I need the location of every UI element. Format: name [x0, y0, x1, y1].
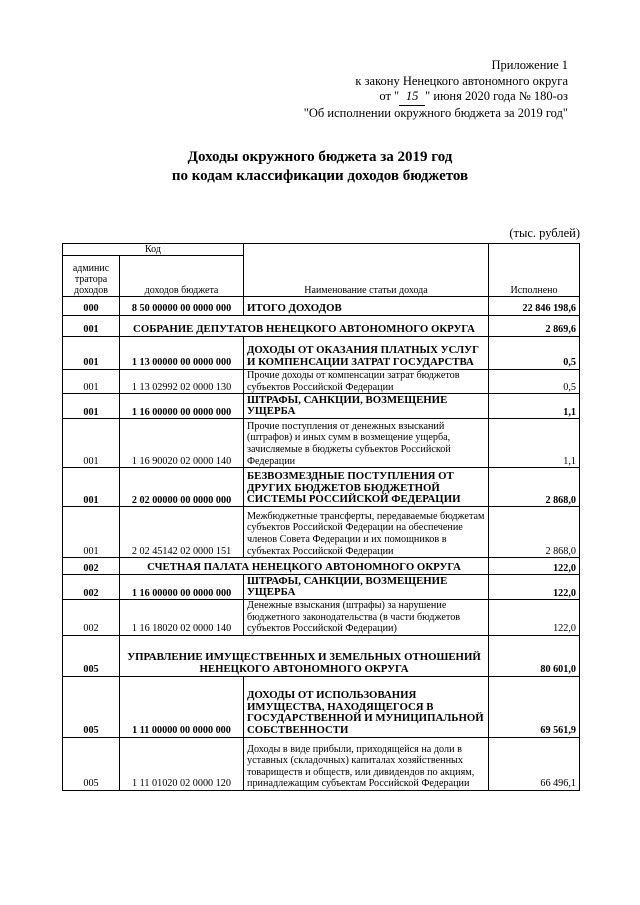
executed-value-cell: 1,1: [489, 419, 580, 468]
income-code-cell: 1 13 00000 00 0000 000: [120, 337, 244, 370]
income-code-cell: 8 50 00000 00 0000 000: [120, 297, 244, 316]
header-executed: Исполнено: [489, 244, 580, 297]
income-code-cell: 1 13 02992 02 0000 130: [120, 370, 244, 394]
income-name-cell: ДОХОДЫ ОТ ОКАЗАНИЯ ПЛАТНЫХ УСЛУГ И КОМПЕНСАЦИИ ЗАТРАТ ГОСУДАРСТВА: [244, 337, 489, 370]
admin-code-cell: 005: [63, 737, 120, 790]
income-code-cell: 2 02 00000 00 0000 000: [120, 468, 244, 507]
admin-code-cell: 002: [63, 558, 120, 575]
table-row: [63, 297, 580, 316]
admin-code-cell: 005: [63, 676, 120, 737]
handwritten-day: 15: [399, 89, 425, 106]
admin-code-cell: 001: [63, 394, 120, 419]
header-code: Код: [63, 244, 244, 256]
income-code-cell: 1 16 18020 02 0000 140: [120, 600, 244, 636]
title-line-2: по кодам классификации доходов бюджетов: [171, 167, 469, 184]
income-code-cell: 1 16 00000 00 0000 000: [120, 575, 244, 600]
executed-value-cell: 2 868,0: [489, 468, 580, 507]
executed-value-cell: 69 561,9: [489, 676, 580, 737]
executed-value-cell: 2 868,0: [489, 507, 580, 558]
appendix-header: [304, 58, 568, 121]
table-row: [63, 337, 580, 370]
date-suffix: " июня 2020 года № 180-оз: [425, 89, 568, 103]
header-name: Наименование статьи дохода: [244, 244, 489, 297]
admin-code-cell: 001: [63, 316, 120, 337]
table-header-row-1: [63, 244, 580, 256]
income-name-cell: СЧЕТНАЯ ПАЛАТА НЕНЕЦКОГО АВТОНОМНОГО ОКРУГА: [120, 558, 489, 575]
appendix-line-4: "Об исполнении окружного бюджета за 2019 год": [303, 105, 568, 120]
table-row: [63, 600, 580, 636]
admin-code-cell: 002: [63, 575, 120, 600]
table-row: [63, 468, 580, 507]
income-name-cell: Прочие поступления от денежных взысканий (штрафов) и иных сумм в возмещение ущерба, зачисляемые в бюджеты субъектов Российской Федерации: [244, 419, 489, 468]
income-code-cell: 1 11 01020 02 0000 120: [120, 737, 244, 790]
income-name-cell: БЕЗВОЗМЕЗДНЫЕ ПОСТУПЛЕНИЯ ОТ ДРУГИХ БЮДЖЕТОВ БЮДЖЕТНОЙ СИСТЕМЫ РОССИЙСКОЙ ФЕДЕРАЦИИ: [244, 468, 489, 507]
table-row: [63, 635, 580, 676]
executed-value-cell: 2 869,6: [489, 316, 580, 337]
executed-value-cell: 122,0: [489, 600, 580, 636]
table-row: [63, 558, 580, 575]
admin-code-cell: 000: [63, 297, 120, 316]
header-admin: админис тратора доходов: [63, 256, 120, 297]
income-name-cell: Доходы в виде прибыли, приходящейся на доли в уставных (складочных) капиталах хозяйственных товариществ и обществ, или дивидендов по акциям, принадлежащим субъектам Российской Федерации: [244, 737, 489, 790]
admin-code-cell: 001: [63, 370, 120, 394]
income-name-cell: УПРАВЛЕНИЕ ИМУЩЕСТВЕННЫХ И ЗЕМЕЛЬНЫХ ОТНОШЕНИЙ НЕНЕЦКОГО АВТОНОМНОГО ОКРУГА: [120, 635, 489, 676]
admin-code-cell: 001: [63, 507, 120, 558]
appendix-line-2: к закону Ненецкого автономного округа: [355, 73, 568, 88]
income-name-cell: Межбюджетные трансферты, передаваемые бюджетам субъектов Российской Федерации на обеспечение членов Совета Федерации и их помощников в субъектах Российской Федерации: [244, 507, 489, 558]
appendix-line-3: [304, 89, 568, 106]
income-code-cell: 1 11 00000 00 0000 000: [120, 676, 244, 737]
income-code-cell: 2 02 45142 02 0000 151: [120, 507, 244, 558]
table-row: [63, 676, 580, 737]
income-name-cell: ШТРАФЫ, САНКЦИИ, ВОЗМЕЩЕНИЕ УЩЕРБА: [244, 394, 489, 419]
title-line-1: Доходы окружного бюджета за 2019 год: [187, 149, 453, 165]
income-table: [62, 243, 580, 791]
executed-value-cell: 0,5: [489, 337, 580, 370]
executed-value-cell: 80 601,0: [489, 635, 580, 676]
executed-value-cell: 66 496,1: [489, 737, 580, 790]
executed-value-cell: 1,1: [489, 394, 580, 419]
units-label: (тыс. рублей): [509, 226, 580, 240]
document-title: [0, 148, 640, 185]
table-row: [63, 507, 580, 558]
executed-value-cell: 122,0: [489, 558, 580, 575]
table-row: [63, 316, 580, 337]
admin-code-cell: 001: [63, 468, 120, 507]
date-prefix: от ": [379, 89, 400, 103]
table-row: [63, 419, 580, 468]
income-name-cell: СОБРАНИЕ ДЕПУТАТОВ НЕНЕЦКОГО АВТОНОМНОГО ОКРУГА: [120, 316, 489, 337]
income-name-cell: ШТРАФЫ, САНКЦИИ, ВОЗМЕЩЕНИЕ УЩЕРБА: [244, 575, 489, 600]
income-name-cell: Денежные взыскания (штрафы) за нарушение бюджетного законодательства (в части бюджетов субъектов Российской Федерации): [244, 600, 489, 636]
income-name-cell: ДОХОДЫ ОТ ИСПОЛЬЗОВАНИЯ ИМУЩЕСТВА, НАХОДЯЩЕГОСЯ В ГОСУДАРСТВЕННОЙ И МУНИЦИПАЛЬНОЙ СОБСТВЕННОСТИ: [244, 676, 489, 737]
table-row: [63, 370, 580, 394]
executed-value-cell: 0,5: [489, 370, 580, 394]
appendix-line-1: Приложение 1: [491, 58, 568, 72]
income-code-cell: 1 16 90020 02 0000 140: [120, 419, 244, 468]
income-name-cell: ИТОГО ДОХОДОВ: [244, 297, 489, 316]
table-row: [63, 737, 580, 790]
income-code-cell: 1 16 00000 00 0000 000: [120, 394, 244, 419]
executed-value-cell: 122,0: [489, 575, 580, 600]
admin-code-cell: 002: [63, 600, 120, 636]
table-row: [63, 394, 580, 419]
admin-code-cell: 001: [63, 419, 120, 468]
admin-code-cell: 001: [63, 337, 120, 370]
executed-value-cell: 22 846 198,6: [489, 297, 580, 316]
admin-code-cell: 005: [63, 635, 120, 676]
table-row: [63, 575, 580, 600]
header-income-code: доходов бюджета: [120, 256, 244, 297]
income-name-cell: Прочие доходы от компенсации затрат бюджетов субъектов Российской Федерации: [244, 370, 489, 394]
